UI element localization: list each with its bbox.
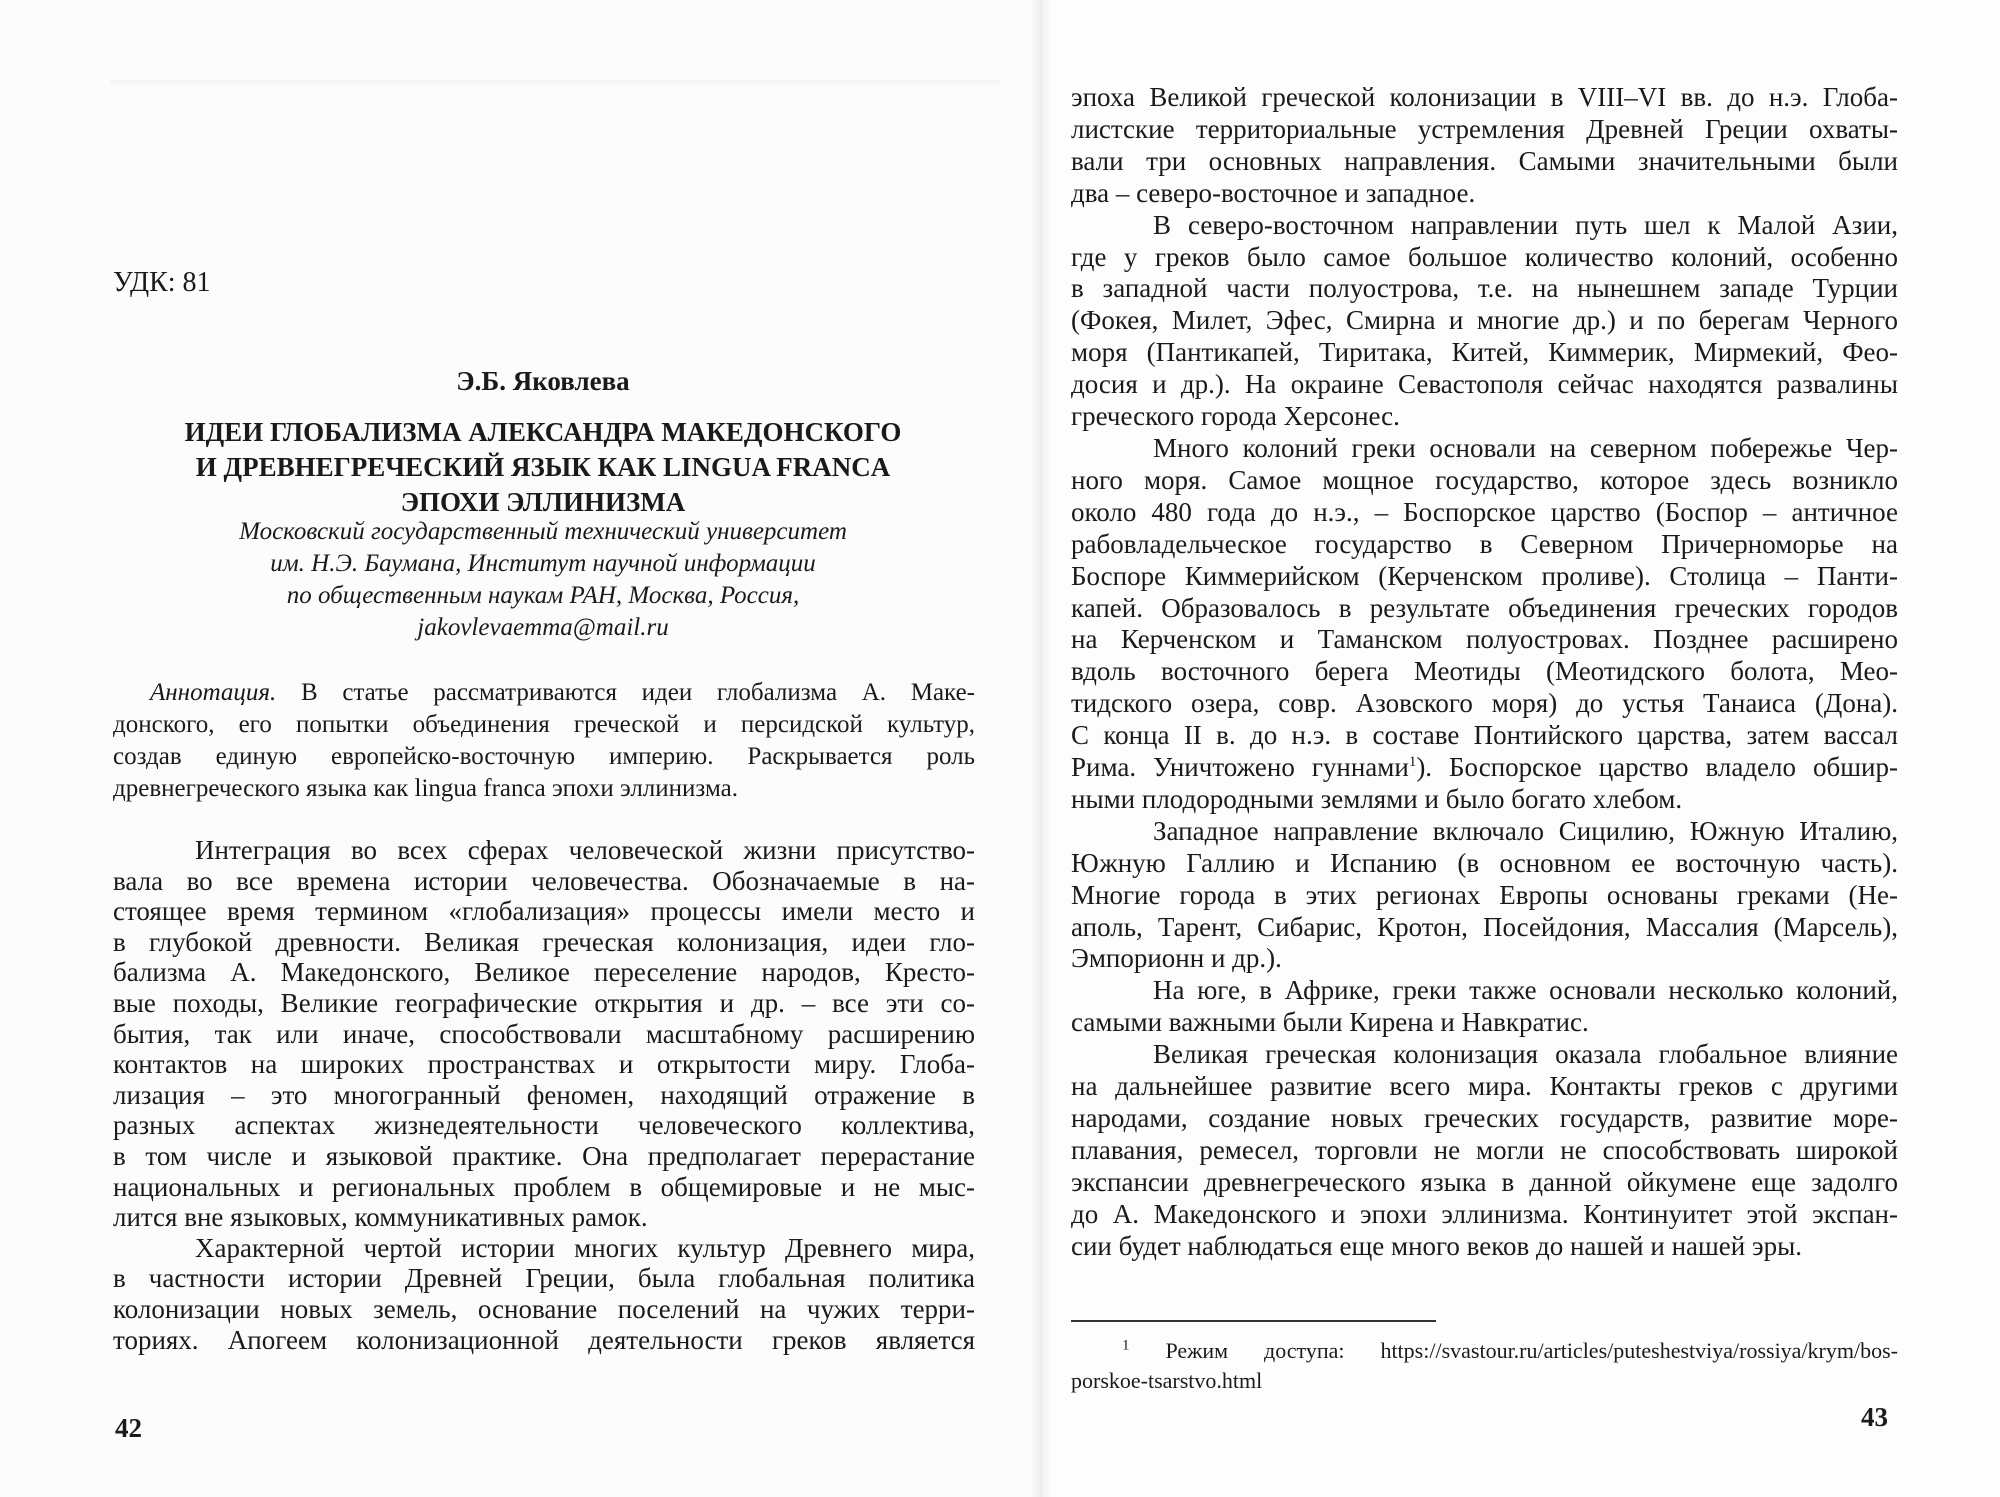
body-line: Интеграция во всех сферах человеческой жизни присутство-	[195, 835, 975, 865]
footnote-line: porskoe-tsarstvo.html	[1071, 1368, 1263, 1393]
affiliation-line: Московский государственный технический университет	[239, 518, 847, 545]
body-line: ного моря. Самое мощное государство, которое здесь возникло	[1071, 464, 1898, 495]
body-line: тидского озера, совр. Азовского моря) до устья Танаиса (Дона).	[1071, 688, 1898, 719]
body-line: лизация – это многогранный феномен, находящий отражение в	[113, 1079, 975, 1110]
footnote-line	[1071, 1336, 1898, 1366]
body-line: до А. Македонского и эпохи эллинизма. Континуитет этой экспан-	[1071, 1198, 1898, 1229]
footnote	[1071, 1336, 1898, 1396]
body-line: аполь, Тарент, Сибарис, Кротон, Посейдония, Массалия (Марсель),	[1071, 911, 1898, 942]
body-line: листские территориальные устремления Древней Греции охваты-	[1071, 113, 1898, 144]
body-line: где у греков было самое большое количество колоний, особенно	[1071, 241, 1898, 272]
author-affiliation	[113, 516, 973, 644]
body-line: Много колоний греки основали на северном побережье Чер-	[1153, 432, 1898, 463]
body-line: ториях. Апогеем колонизационной деятельности греков является	[113, 1324, 975, 1355]
body-line-text: Рима. Уничтожено гуннами	[1071, 752, 1409, 783]
body-line: народами, создание новых греческих государств, развитие море-	[1071, 1103, 1898, 1133]
body-text-right	[1071, 82, 1898, 1263]
annotation-text: В статье рассматриваются идеи глобализма А. Маке-	[276, 679, 975, 706]
body-line: национальных и региональных проблем в общемировые и не мыс-	[113, 1171, 975, 1202]
author-email: jakovlevaemma@mail.ru	[417, 614, 669, 641]
body-line: Эмпорионн и др.).	[1071, 943, 1282, 974]
annotation-line: донского, его попытки объединения греческой и персидской культур,	[113, 711, 975, 738]
body-line: бытия, так или иначе, способствовали масштабному расширению	[113, 1018, 975, 1049]
body-line: на дальнейшее развитие всего мира. Контакты греков с другими	[1071, 1071, 1898, 1102]
body-line: капей. Образовалось в результате объединения греческих городов	[1071, 592, 1898, 623]
body-text-left	[113, 835, 975, 1355]
body-line: досия и др.). На окраине Севастополя сейчас находятся развалины	[1071, 369, 1898, 400]
body-line: два – северо-восточное и западное.	[1071, 177, 1476, 208]
affiliation-line: по общественным наукам РАН, Москва, Россия,	[286, 582, 800, 609]
body-line: моря (Пантикапей, Тиритака, Китей, Киммерик, Мирмекий, Фео-	[1071, 337, 1898, 368]
body-line: Характерной чертой истории многих культур Древнего мира,	[195, 1232, 975, 1263]
title-line: ИДЕИ ГЛОБАЛИЗМА АЛЕКСАНДРА МАКЕДОНСКОГО	[184, 417, 902, 447]
footnote-text: Режим доступа: https://svastour.ru/articles/puteshestviya/rossiya/krym/bos-	[1129, 1338, 1898, 1363]
body-line: в глубокой древности. Великая греческая колонизация, идеи гло-	[113, 926, 975, 957]
body-line: на Керченском и Таманском полуостровах. Позднее расширено	[1071, 624, 1898, 655]
affiliation-line: им. Н.Э. Баумана, Институт научной информации	[270, 550, 816, 577]
footnote-marker: 1	[1122, 1337, 1130, 1354]
footnote-reference[interactable]: 1	[1408, 754, 1417, 771]
body-line: контактов на широких пространствах и открытости миру. Глоба-	[113, 1049, 975, 1080]
body-line: около 480 года до н.э., – Боспорское царство (Боспор – античное	[1071, 496, 1898, 527]
body-line: стоящее время термином «глобализация» процессы имели место и	[113, 896, 975, 927]
body-line: ными плодородными землями и было богато хлебом.	[1071, 783, 1683, 814]
article-author: Э.Б. Яковлева	[456, 366, 630, 396]
body-line	[1071, 752, 1898, 784]
body-line: колонизации новых земель, основание поселений на чужих терри-	[113, 1293, 975, 1324]
body-line: самыми важными были Кирена и Навкратис.	[1071, 1007, 1589, 1038]
book-spine	[1030, 0, 1052, 1497]
annotation-label: Аннотация.	[150, 679, 277, 706]
annotation	[113, 677, 975, 805]
body-line: Боспоре Киммерийском (Керченском проливе). Столица – Панти-	[1071, 560, 1898, 591]
body-line: в частности истории Древней Греции, была глобальная политика	[113, 1263, 975, 1294]
annotation-line: создав единую европейско-восточную империю. Раскрывается роль	[113, 743, 975, 770]
body-line: эпоха Великой греческой колонизации в VIII–VI вв. до н.э. Глоба-	[1071, 82, 1898, 112]
body-line: вдоль восточного берега Меотиды (Меотидского болота, Мео-	[1071, 656, 1898, 687]
page-top-shadow	[110, 80, 1000, 88]
body-line: греческого города Херсонес.	[1071, 401, 1400, 432]
body-line: плавания, ремесел, торговли не могли не способствовать широкой	[1071, 1134, 1898, 1165]
body-line: В северо-восточном направлении путь шел к Малой Азии,	[1153, 209, 1898, 240]
body-line: бализма А. Македонского, Великое переселение народов, Кресто-	[113, 957, 975, 988]
body-line: (Фокея, Милет, Эфес, Смирна и многие др.) и по берегам Черного	[1071, 305, 1898, 336]
body-line: Великая греческая колонизация оказала глобальное влияние	[1153, 1039, 1898, 1070]
udc-code: УДК: 81	[113, 267, 211, 298]
body-line: Многие города в этих регионах Европы основаны греками (Не-	[1071, 879, 1898, 910]
body-line: Западное направление включало Сицилию, Южную Италию,	[1153, 815, 1898, 846]
title-line: ЭПОХИ ЭЛЛИНИЗМА	[400, 487, 686, 517]
annotation-line	[113, 677, 975, 709]
article-title	[113, 415, 973, 520]
body-line: в западной части полуострова, т.е. на нынешнем западе Турции	[1071, 273, 1898, 304]
body-line: разных аспектах жизнедеятельности человеческого коллектива,	[113, 1110, 975, 1141]
footnote-rule	[1071, 1320, 1436, 1322]
body-line: вали три основных направления. Самыми значительными были	[1071, 145, 1898, 176]
body-line: С конца II в. до н.э. в составе Понтийского царства, затем вассал	[1071, 720, 1898, 751]
body-line-text: ). Боспорское царство владело обшир-	[1416, 752, 1898, 783]
body-line: экспансии древнегреческого языка в данной ойкумене еще задолго	[1071, 1166, 1898, 1197]
annotation-line: древнегреческого языка как lingua franca эпохи эллинизма.	[113, 775, 738, 802]
body-line: в том числе и языковой практике. Она предполагает перерастание	[113, 1140, 975, 1171]
body-line: сии будет наблюдаться еще много веков до нашей и нашей эры.	[1071, 1230, 1802, 1261]
body-line: Южную Галлию и Испанию (в основном ее восточную часть).	[1071, 847, 1898, 878]
page-number-left: 42	[115, 1413, 142, 1443]
body-line: лится вне языковых, коммуникативных рамок.	[113, 1202, 648, 1233]
body-line: вые походы, Великие географические открытия и др. – все эти со-	[113, 987, 975, 1018]
body-line: рабовладельческое государство в Северном Причерноморье на	[1071, 528, 1898, 559]
title-line: И ДРЕВНЕГРЕЧЕСКИЙ ЯЗЫК КАК LINGUA FRANCA	[195, 452, 891, 482]
body-line: На юге, в Африке, греки также основали несколько колоний,	[1153, 975, 1898, 1006]
body-line: вала во все времена истории человечества. Обозначаемые в на-	[113, 865, 975, 896]
page-number-right: 43	[1861, 1402, 1888, 1432]
